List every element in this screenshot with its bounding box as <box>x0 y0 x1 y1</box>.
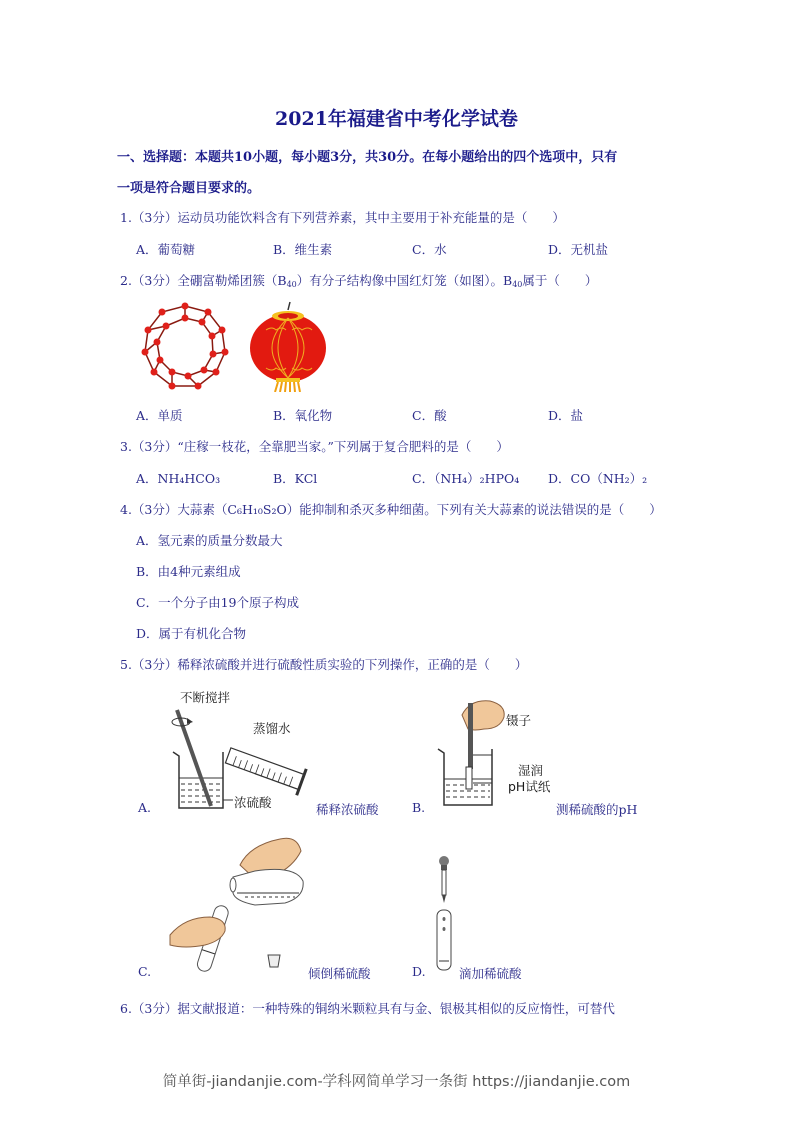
question-6-stem: 6.（3分）据文献报道：一种特殊的铜纳米颗粒具有与金、银极其相似的反应惰性，可替代 <box>120 1001 615 1016</box>
q5-option-c-letter: C. <box>138 964 152 979</box>
q2-option-d: D．盐 <box>548 408 584 423</box>
red-lantern-figure <box>248 300 330 392</box>
q3-option-b: B．KCl <box>273 471 318 486</box>
page-title: 2021年福建省中考化学试卷 <box>275 108 518 130</box>
q3-option-c: C．（NH₄）₂HPO₄ <box>412 471 520 486</box>
q5-option-a-letter: A. <box>138 800 152 815</box>
q5-option-b-letter: B. <box>412 800 426 815</box>
question-2-stem <box>120 271 597 289</box>
q3-option-d: D．CO（NH₂）₂ <box>548 471 648 486</box>
q2-stem-part: 属于（ ） <box>522 273 598 288</box>
q4-option-c: C．一个分子由19个原子构成 <box>136 595 299 610</box>
q5-option-c-caption: 倾倒稀硫酸 <box>308 966 371 981</box>
q5-option-d-letter: D. <box>412 964 426 979</box>
q2-option-a: A．单质 <box>136 408 183 423</box>
question-5-stem: 5.（3分）稀释浓硫酸并进行硫酸性质实验的下列操作，正确的是（ ） <box>120 657 528 672</box>
label-moist: 湿润 <box>518 763 544 778</box>
q5-option-b-caption: 测稀硫酸的pH <box>556 802 638 817</box>
q2-stem-part: ）有分子结构像中国红灯笼（如图）。B <box>296 273 513 288</box>
q5-figure-b-ph-test <box>430 695 510 810</box>
q2-option-b: B．氧化物 <box>273 408 333 423</box>
q2-subscript: 40 <box>286 280 297 289</box>
question-3-stem: 3.（3分）“庄稼一枝花，全靠肥当家。”下列属于复合肥料的是（ ） <box>120 439 509 454</box>
q1-option-c: C．水 <box>412 242 447 257</box>
b40-molecule-figure <box>140 300 230 392</box>
question-4-stem: 4.（3分）大蒜素（C₆H₁₀S₂O）能抑制和杀灭多种细菌。下列有关大蒜素的说法错误的是（ ） <box>120 502 662 517</box>
watermark-footer: 简单街-jiandanjie.com-学科网简单学习一条街 https://jiandanjie.com <box>162 1074 631 1090</box>
section-header-line2: 一项是符合题目要求的。 <box>117 181 261 196</box>
section-header-line1: 一、选择题：本题共10小题，每小题3分，共30分。在每小题给出的四个选项中，只有 <box>117 150 618 165</box>
q1-option-b: B．维生素 <box>273 242 333 257</box>
q5-figure-d-dropper <box>432 855 458 975</box>
label-tweezers: 镊子 <box>506 713 532 728</box>
label-stir: 不断搅拌 <box>180 690 231 705</box>
q2-subscript: 40 <box>512 280 523 289</box>
label-conc-sulfuric-acid: 浓硫酸 <box>234 795 272 810</box>
q5-figure-c-pouring <box>165 835 315 980</box>
label-ph-paper: pH试纸 <box>508 779 551 794</box>
q5-option-a-caption: 稀释浓硫酸 <box>316 802 379 817</box>
q3-option-a: A．NH₄HCO₃ <box>136 471 221 486</box>
q4-option-a: A．氢元素的质量分数最大 <box>136 533 283 548</box>
q4-option-b: B．由4种元素组成 <box>136 564 241 579</box>
q2-stem-part: 2.（3分）全硼富勒烯团簇（B <box>120 273 287 288</box>
q2-option-c: C．酸 <box>412 408 447 423</box>
question-1-stem: 1.（3分）运动员功能饮料含有下列营养素，其中主要用于补充能量的是（ ） <box>120 210 565 225</box>
q1-option-a: A．葡萄糖 <box>136 242 196 257</box>
q5-option-d-caption: 滴加稀硫酸 <box>459 966 522 981</box>
q4-option-d: D．属于有机化合物 <box>136 626 247 641</box>
q1-option-d: D．无机盐 <box>548 242 609 257</box>
label-distilled-water: 蒸馏水 <box>253 721 291 736</box>
